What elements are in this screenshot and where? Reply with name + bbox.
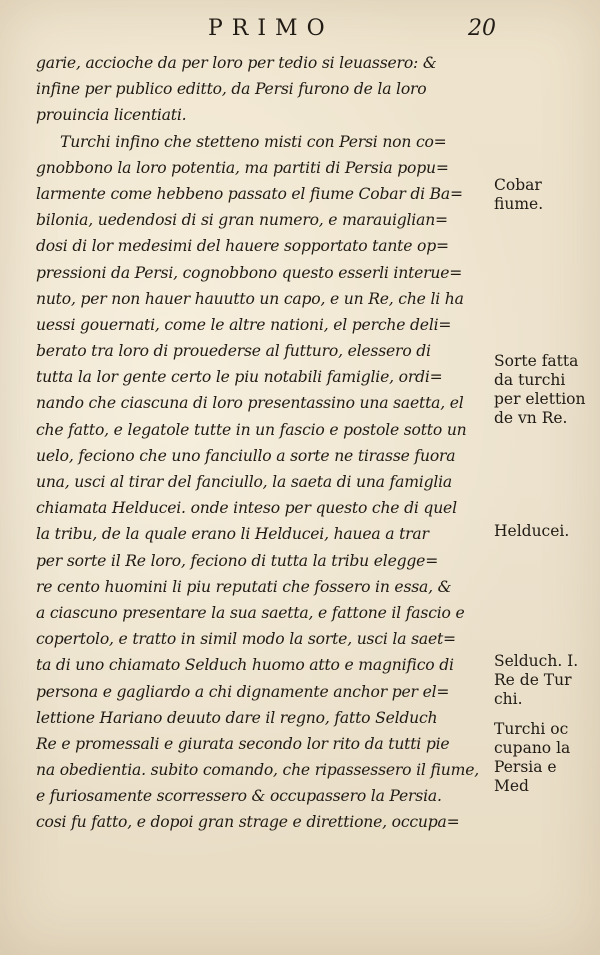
text-line: prouincia licentiati. xyxy=(36,106,187,125)
text-line: berato tra loro di prouederse al futturo, elessero di xyxy=(36,342,431,361)
margin-note-line: Turchi oc xyxy=(494,720,569,738)
text-line: infine per publico editto, da Persi furono de la loro xyxy=(36,80,427,99)
text-line: lettione Hariano deuuto dare il regno, fatto Selduch xyxy=(36,708,438,727)
margin-note-line: Cobar xyxy=(494,176,542,194)
text-line: uelo, feciono che uno fanciullo a sorte ne tirasse fuora xyxy=(36,446,456,465)
text-line: dosi di lor medesimi del hauere sopportato tante op= xyxy=(36,237,449,256)
margin-note-line: fiume. xyxy=(494,195,544,213)
text-line: uessi gouernati, come le altre nationi, el perche deli= xyxy=(36,315,452,334)
text-line: Re e promessali e giurata secondo lor rito da tutti pie xyxy=(36,734,450,753)
text-line: re cento huomini li piu reputati che fossero in essa, & xyxy=(36,577,452,596)
text-line: nuto, per non hauer hauutto un capo, e un Re, che li ha xyxy=(36,289,464,308)
margin-note xyxy=(494,652,594,709)
text-line: bilonia, uedendosi di si gran numero, e marauiglian= xyxy=(36,211,448,230)
text-line: nando che ciascuna di loro presentassino una saetta, el xyxy=(36,394,464,413)
margin-note-line: Selduch. I. xyxy=(494,652,579,670)
text-line: che fatto, e legatole tutte in un fascio e postole sotto un xyxy=(36,420,467,439)
margin-note xyxy=(494,720,594,796)
margin-note-line: cupano la xyxy=(494,739,571,757)
margin-note xyxy=(494,522,594,541)
margin-note-line: Med xyxy=(494,777,529,795)
text-line: cosi fu fatto, e dopoi gran strage e direttione, occupa= xyxy=(36,813,460,832)
text-line: larmente come hebbeno passato el fiume Cobar di Ba= xyxy=(36,184,463,203)
text-line: la tribu, de la quale erano li Helducei, hauea a trar xyxy=(36,525,429,544)
margin-note xyxy=(494,176,594,214)
text-line: a ciascuno presentare la sua saetta, e fattone il fascio e xyxy=(36,603,465,622)
text-line: pressioni da Persi, cognobbono questo esserli interue= xyxy=(36,263,463,282)
margin-note-line: da turchi xyxy=(494,371,566,389)
margin-note-line: de vn Re. xyxy=(494,409,568,427)
text-line: copertolo, e tratto in simil modo la sorte, usci la saet= xyxy=(36,630,456,649)
margin-note-line: Re de Tur xyxy=(494,671,572,689)
text-line: tutta la lor gente certo le piu notabili famiglie, ordi= xyxy=(36,368,443,387)
margin-note-line: Sorte fatta xyxy=(494,352,579,370)
page-number: 20 xyxy=(468,16,496,41)
text-line: Turchi infino che stetteno misti con Persi non co= xyxy=(60,132,447,151)
running-head: PRIMO xyxy=(208,16,334,41)
text-line: persona e gagliardo a chi dignamente anchor per el= xyxy=(36,682,450,701)
main-text-block xyxy=(36,50,486,836)
margin-note-line: Persia e xyxy=(494,758,557,776)
text-line: garie, accioche da per loro per tedio si leuassero: & xyxy=(36,54,437,72)
text-line: gnobbono la loro potentia, ma partiti di Persia popu= xyxy=(36,158,449,177)
text-line: una, usci al tirar del fanciullo, la saeta di una famiglia xyxy=(36,473,453,491)
margin-notes xyxy=(494,0,594,955)
margin-note-line: Helducei. xyxy=(494,522,570,540)
text-line: e furiosamente scorressero & occupassero la Persia. xyxy=(36,787,442,806)
margin-note xyxy=(494,352,594,428)
text-line: chiamata Helducei. onde inteso per questo che di quel xyxy=(36,499,457,518)
margin-note-line: per elettion xyxy=(494,390,586,408)
text-line: ta di uno chiamato Selduch huomo atto e magnifico di xyxy=(36,656,454,675)
text-line: na obedientia. subito comando, che ripassessero il fiume, xyxy=(36,761,480,780)
text-line: per sorte il Re loro, feciono di tutta la tribu elegge= xyxy=(36,551,439,570)
margin-note-line: chi. xyxy=(494,690,523,708)
